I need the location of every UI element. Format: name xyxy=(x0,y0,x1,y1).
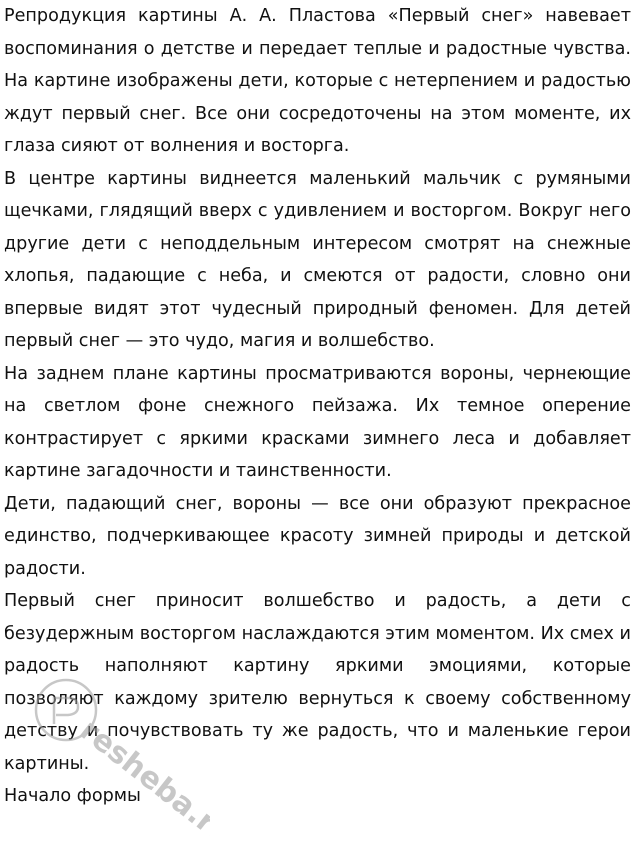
svg-text:resheba.ru: resheba.ru xyxy=(73,712,210,838)
paragraph-conclusion: Первый снег приносит волшебство и радость, а дети с безудержным восторгом наслаждаются этим моментом. Их смех и радость наполняют картину яркими эмоциями, которые позволяют каждому зрителю вернуться к своему собственному детству и почувствовать ту же радость, что и маленькие герои картины. xyxy=(4,591,631,774)
document-body xyxy=(4,0,631,813)
form-start-label: Начало формы xyxy=(4,786,141,806)
paragraph-intro: Репродукция картины А. А. Пластова «Первый снег» навевает воспоминания о детстве и передает теплые и радостные чувства. На картине изображены дети, которые с нетерпением и радостью ждут первый снег. Все они сосредоточены на этом моменте, их глаза сияют от волнения и восторга. xyxy=(4,6,631,156)
paragraph-center-boy: В центре картины виднеется маленький мальчик с румяными щечками, глядящий вверх с удивлением и восторгом. Вокруг него другие дети с неподдельным интересом смотрят на снежные хлопья, падающие с неба, и смеются от радости, словно они впервые видят этот чудесный природный феномен. Для детей первый снег — это чудо, магия и волшебство. xyxy=(4,168,631,351)
paragraph-unity: Дети, падающий снег, вороны — все они образуют прекрасное единство, подчеркивающее красоту зимней природы и детской радости. xyxy=(4,493,631,579)
paragraph-background-crows: На заднем плане картины просматриваются вороны, чернеющие на светлом фоне снежного пейзажа. Их темное оперение контрастирует с яркими красками зимнего леса и добавляет картине загадочности и таинственности. xyxy=(4,363,631,481)
